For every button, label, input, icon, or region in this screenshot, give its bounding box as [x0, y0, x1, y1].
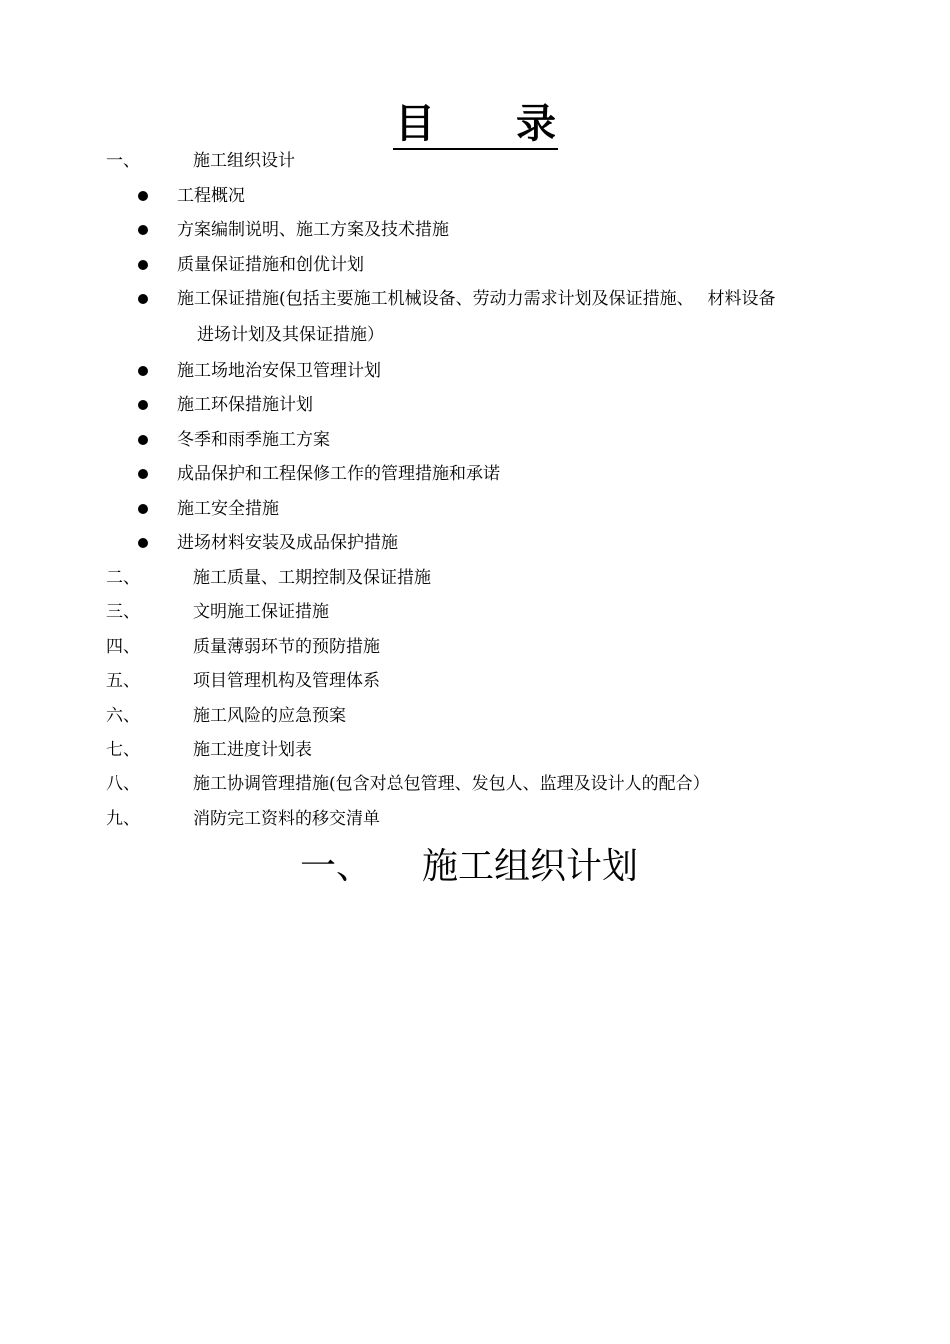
toc-entry-text: 施工组织设计 — [193, 151, 295, 171]
toc-entry-text: 质量薄弱环节的预防措施 — [193, 637, 380, 657]
bullet-icon — [138, 400, 148, 410]
bullet-icon — [138, 366, 148, 376]
toc-entry-number: 五、 — [106, 671, 140, 691]
toc-title-char-1: 目 — [395, 100, 435, 147]
toc-title — [393, 100, 558, 150]
toc-bullet-text: 冬季和雨季施工方案 — [177, 430, 330, 450]
toc-bullet-text: 施工场地治安保卫管理计划 — [177, 361, 381, 381]
toc-entry-text: 施工进度计划表 — [193, 740, 312, 760]
bullet-icon — [138, 294, 148, 304]
toc-entry-text: 项目管理机构及管理体系 — [193, 671, 380, 691]
toc-title-char-2: 录 — [516, 100, 556, 147]
toc-entry-text: 文明施工保证措施 — [193, 602, 329, 622]
toc-entry-number: 四、 — [106, 637, 140, 657]
section-number: 一、 — [300, 846, 373, 887]
toc-bullet-text: 进场材料安装及成品保护措施 — [177, 533, 398, 553]
toc-bullet-text: 工程概况 — [177, 186, 245, 206]
toc-bullet-text: 施工安全措施 — [177, 499, 279, 519]
section-title: 施工组织计划 — [422, 846, 639, 887]
bullet-icon — [138, 225, 148, 235]
toc-entry-number: 八、 — [106, 774, 140, 794]
toc-entry-number: 二、 — [106, 568, 140, 588]
toc-entry-number: 九、 — [106, 809, 140, 829]
bullet-icon — [138, 538, 148, 548]
bullet-icon — [138, 191, 148, 201]
toc-entry-number: 三、 — [106, 602, 140, 622]
toc-bullet-text: 施工环保措施计划 — [177, 395, 313, 415]
toc-entry-text: 施工质量、工期控制及保证措施 — [193, 568, 431, 588]
toc-entry-text: 施工风险的应急预案 — [193, 706, 346, 726]
bullet-icon — [138, 504, 148, 514]
toc-bullet-text: 施工保证措施(包括主要施工机械设备、劳动力需求计划及保证措施、 材料设备 — [177, 289, 776, 309]
toc-entry-number: 七、 — [106, 740, 140, 760]
toc-bullet-text: 方案编制说明、施工方案及技术措施 — [177, 220, 449, 240]
toc-entry-text: 施工协调管理措施(包含对总包管理、发包人、监理及设计人的配合） — [193, 774, 710, 794]
toc-entry-text: 消防完工资料的移交清单 — [193, 809, 380, 829]
bullet-icon — [138, 469, 148, 479]
bullet-icon — [138, 260, 148, 270]
toc-bullet-wrap-text: 进场计划及其保证措施） — [197, 325, 384, 345]
toc-bullet-text: 成品保护和工程保修工作的管理措施和承诺 — [177, 464, 500, 484]
toc-bullet-text: 质量保证措施和创优计划 — [177, 255, 364, 275]
toc-entry-number: 六、 — [106, 706, 140, 726]
bullet-icon — [138, 435, 148, 445]
toc-entry-number: 一、 — [106, 151, 140, 171]
